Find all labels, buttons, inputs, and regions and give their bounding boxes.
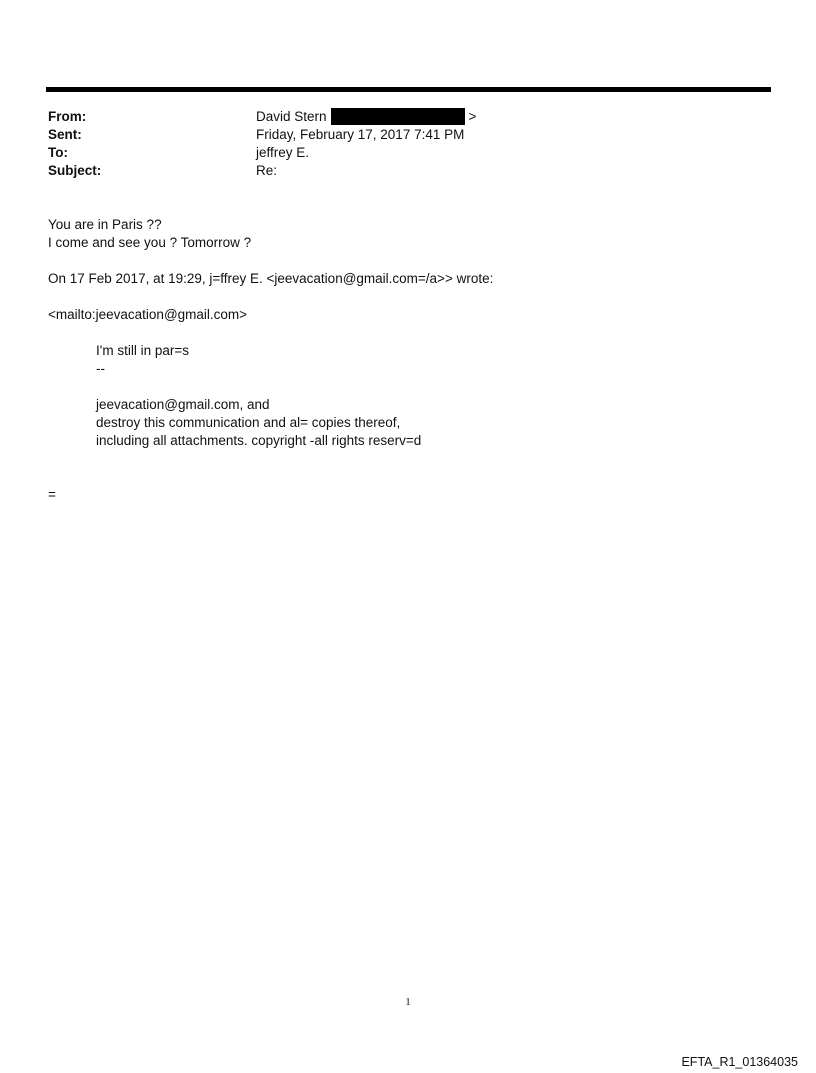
quoted-line-4: destroy this communication and al= copies thereof, (96, 415, 401, 430)
sent-row (48, 126, 748, 144)
subject-label: Subject: (48, 163, 102, 178)
to-value: jeffrey E. (256, 145, 310, 160)
to-label: To: (48, 145, 68, 160)
sent-value: Friday, February 17, 2017 7:41 PM (256, 127, 465, 142)
body-line-2: I come and see you ? Tomorrow ? (48, 235, 252, 250)
quoted-line-2: -- (96, 361, 105, 376)
quoted-line-3: jeevacation@gmail.com, and (96, 397, 270, 412)
mailto-link[interactable]: <mailto:jeevacation@gmail.com> (48, 307, 248, 322)
from-label: From: (48, 109, 87, 124)
quoted-line-5: including all attachments. copyright -all rights reserv=d (96, 433, 422, 448)
redaction-box (331, 108, 465, 125)
quote-intro: On 17 Feb 2017, at 19:29, j=ffrey E. <jeevacation@gmail.com=/a>> wrote: (48, 271, 494, 286)
page-number: 1 (405, 996, 411, 1008)
from-value (256, 108, 476, 126)
body-line-1: You are in Paris ?? (48, 217, 162, 232)
from-suffix: > (468, 109, 477, 124)
header-divider (46, 87, 771, 92)
email-header (48, 108, 748, 180)
subject-value: Re: (256, 163, 278, 178)
from-row (48, 108, 748, 126)
quoted-line-1: I'm still in par=s (96, 343, 189, 358)
subject-row (48, 162, 748, 180)
to-row (48, 144, 748, 162)
from-name: David Stern (256, 109, 327, 124)
trailing-char: = (48, 487, 56, 502)
document-id: EFTA_R1_01364035 (681, 1055, 798, 1069)
sent-label: Sent: (48, 127, 82, 142)
